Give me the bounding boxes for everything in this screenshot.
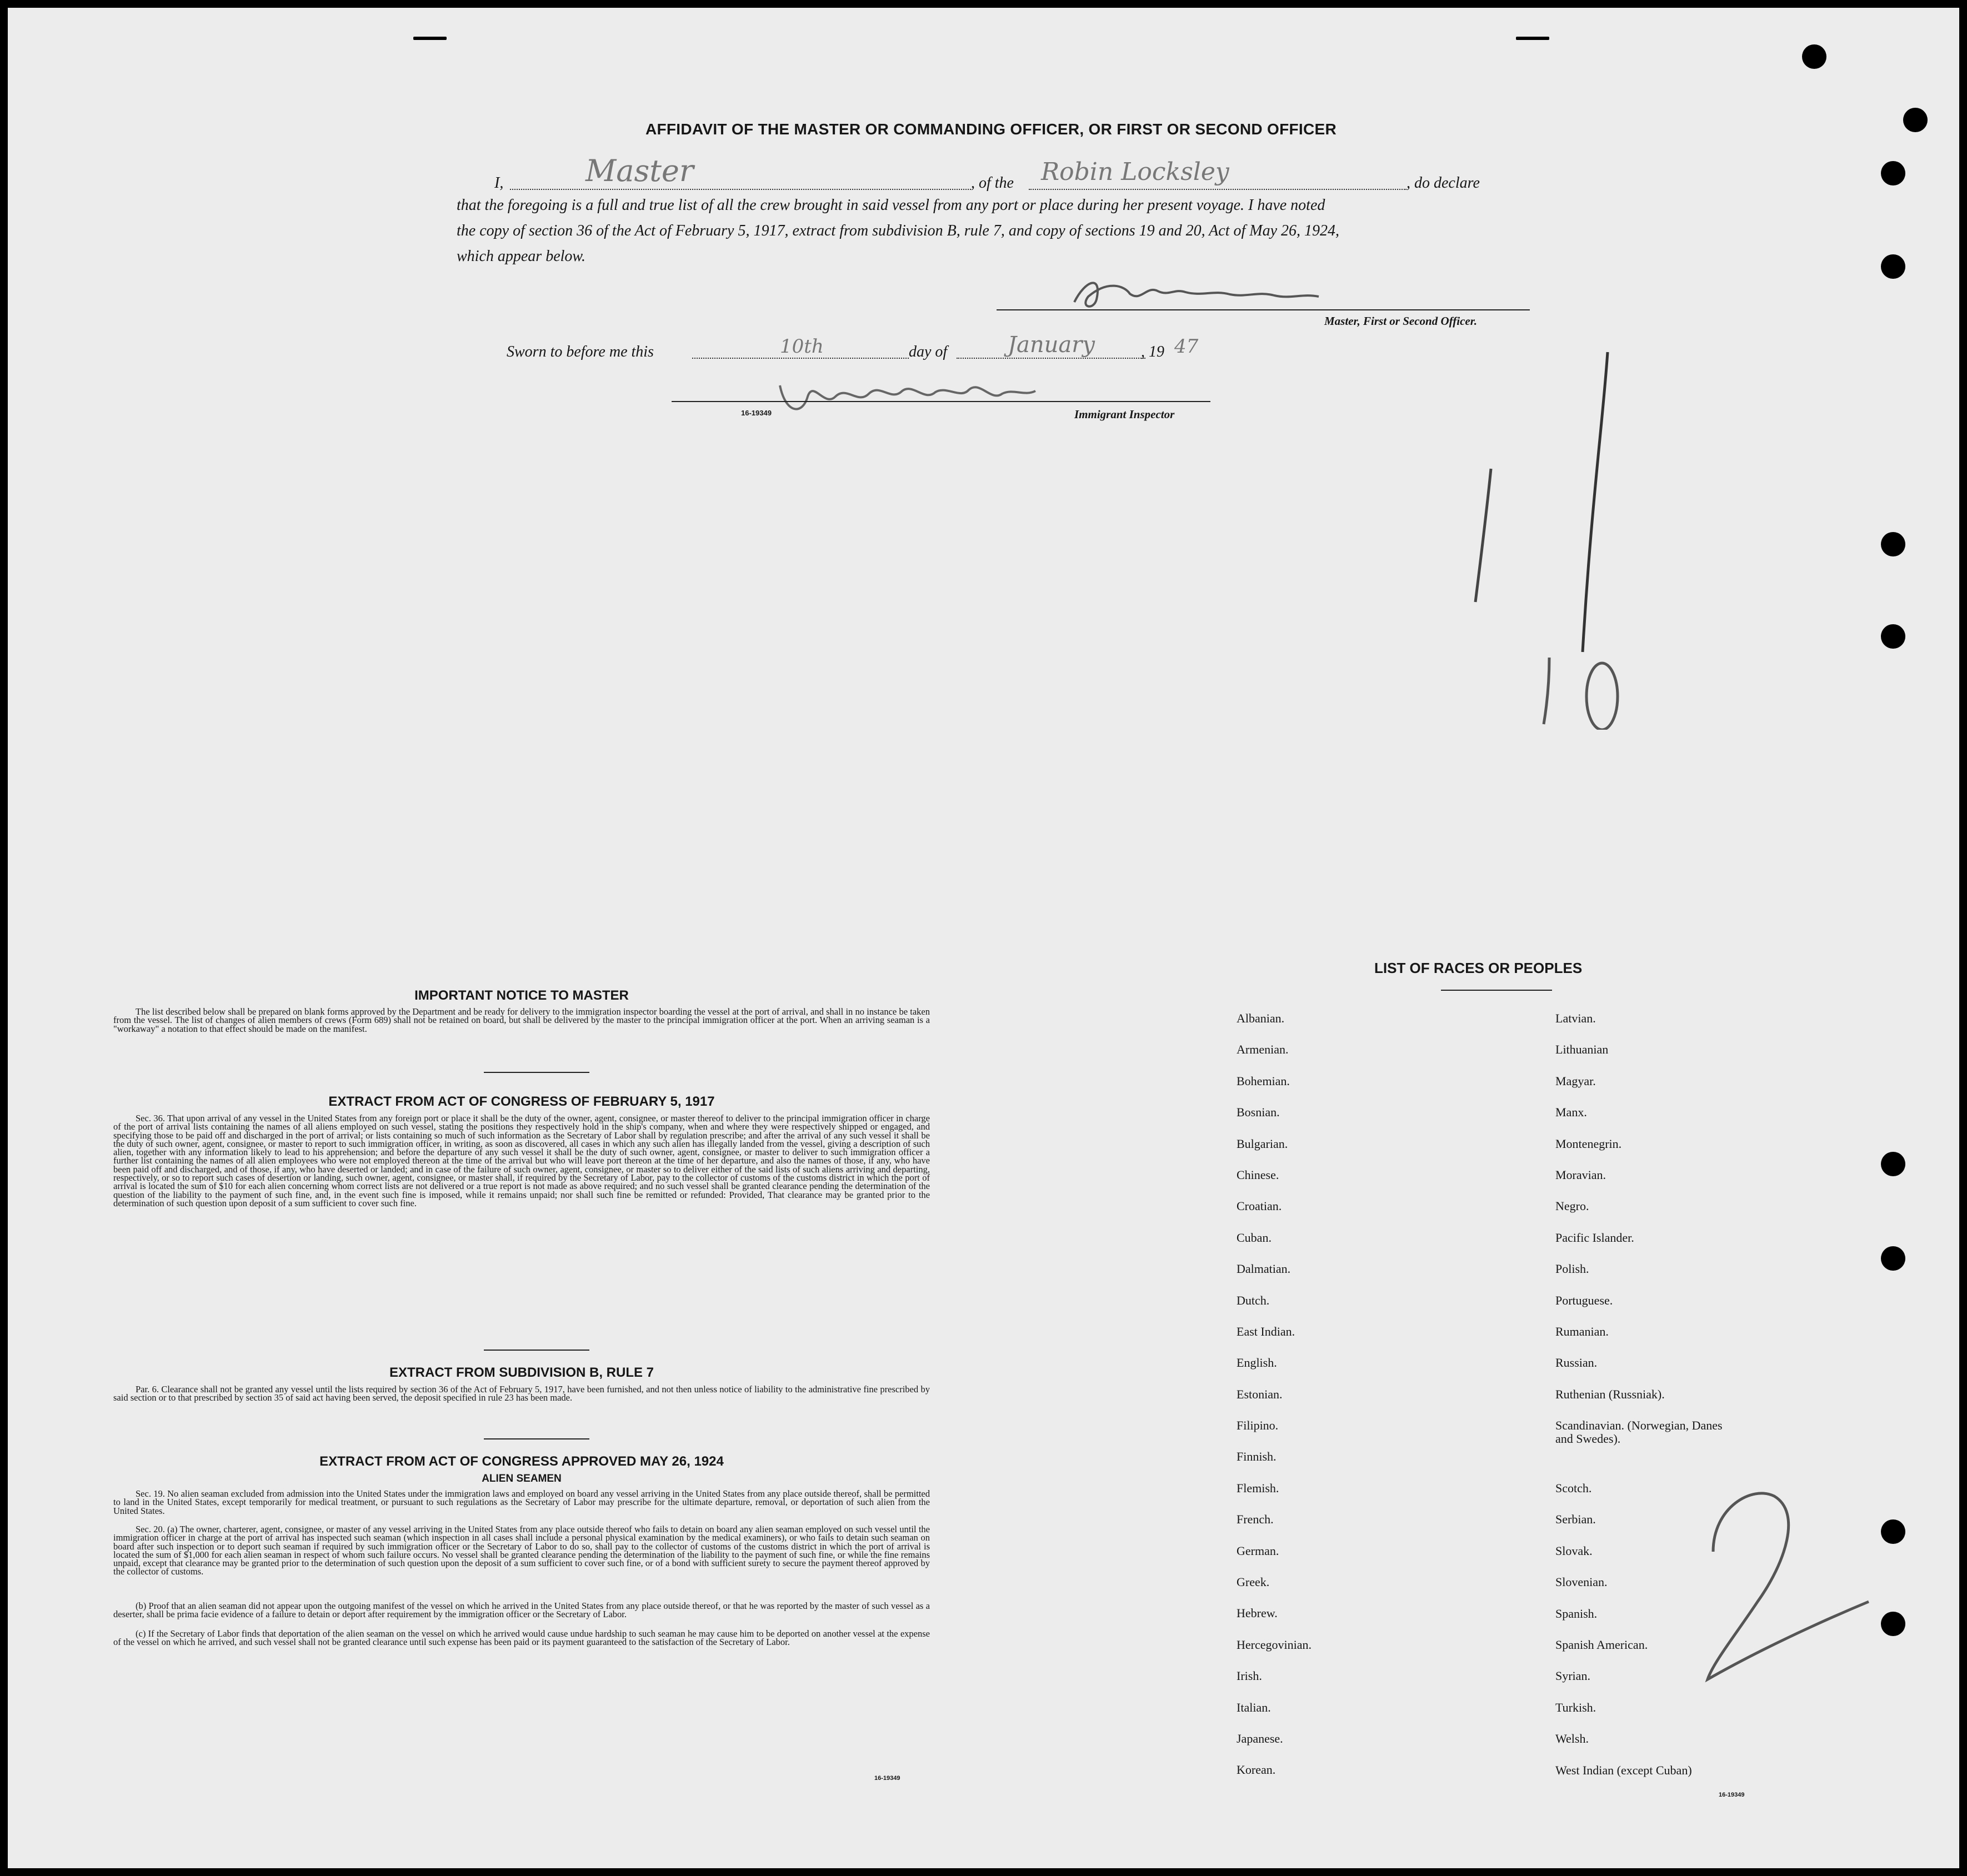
handwritten-month: January (1008, 332, 1095, 358)
race-item: Estonian. (1237, 1387, 1283, 1401)
race-item: Ruthenian (Russniak). (1555, 1387, 1665, 1401)
inspector-label: Immigrant Inspector (1074, 408, 1175, 421)
affidavit-title: AFFIDAVIT OF THE MASTER OR COMMANDING OFFICER, OR FIRST OR SECOND OFFICER (645, 121, 1337, 138)
race-item: Polish. (1555, 1262, 1589, 1276)
extract-rule7-text: Par. 6. Clearance shall not be granted any vessel until the lists required by section 36 of the Act of February 5, 1917, have been furnished, and not then unless notice of liability to the administrative fine prescribed by said section or to that prescribed by section 35 of said act having been served, the deposit specified in rule 23 has been made. (113, 1384, 930, 1403)
handwritten-fraction-annotation (1441, 341, 1752, 730)
race-item: Greek. (1237, 1575, 1270, 1589)
affidavit-line4: which appear below. (457, 248, 586, 265)
race-item: Negro. (1555, 1199, 1589, 1213)
race-item: Bulgarian. (1237, 1136, 1288, 1151)
scan-speck (413, 37, 447, 40)
races-right-column (1555, 1012, 1789, 1795)
extract-1924-sec19: Sec. 19. No alien seaman excluded from admission into the United States under the immigration laws and employed on board any vessel arriving in the United States from any place outside thereof, shall be permitted to land in the United States, except temporarily for medical treatment, or pursuant to such regulations as the Secretary of Labor may prescribe for the ultimate departure, removal, or deportation of such alien from the United States. (113, 1488, 930, 1516)
race-item: Lithuanian (1555, 1042, 1609, 1057)
affidavit-line1-mid: , of the (971, 174, 1014, 192)
race-item: Bosnian. (1237, 1105, 1280, 1120)
separator (484, 1438, 589, 1439)
binder-hole (1881, 532, 1905, 556)
extract-rule7-title: EXTRACT FROM SUBDIVISION B, RULE 7 (389, 1365, 654, 1380)
race-item: French. (1237, 1512, 1274, 1527)
handwritten-year: 47 (1174, 335, 1199, 358)
fraction-text: 1 (1463, 652, 1464, 653)
race-item: Hercegovinian. (1237, 1637, 1312, 1652)
notice-title: IMPORTANT NOTICE TO MASTER (414, 988, 629, 1003)
race-item: Korean. (1237, 1763, 1276, 1777)
binder-hole (1802, 44, 1826, 69)
signature-line (997, 309, 1530, 310)
race-item: Slovak. (1555, 1543, 1593, 1558)
race-item: Filipino. (1237, 1418, 1279, 1433)
declarant-blank (510, 189, 971, 190)
race-item: Bohemian. (1237, 1074, 1290, 1088)
handwritten-vessel: Robin Locksley (1041, 158, 1229, 186)
separator (484, 1350, 589, 1351)
extract-1924-sec20b: (b) Proof that an alien seaman did not appear upon the outgoing manifest of the vessel on which he arrived in the United States from any place outside thereof, or that he was reported by the master of such vessel as a deserter, shall be prima facie evidence of a failure to detain or deport after requirement by the immigration officer or the Secretary of Labor. (113, 1601, 930, 1620)
sworn-prefix: Sworn to before me this (507, 343, 654, 360)
master-signature (1063, 269, 1374, 319)
extract-1924-title: EXTRACT FROM ACT OF CONGRESS APPROVED MAY 26, 1924 (319, 1454, 724, 1469)
race-item: Hebrew. (1237, 1606, 1278, 1621)
race-item: Albanian. (1237, 1011, 1285, 1025)
races-title: LIST OF RACES OR PEOPLES (1374, 960, 1583, 976)
handwritten-declarant: Master (585, 153, 694, 188)
race-item: Rumanian. (1555, 1324, 1609, 1338)
sworn-year-label: , 19 (1141, 343, 1164, 360)
race-item: Finnish. (1237, 1449, 1277, 1464)
extract-1924-subtitle: ALIEN SEAMEN (482, 1473, 562, 1484)
binder-hole (1881, 1246, 1905, 1271)
races-left-column (1237, 1012, 1470, 1795)
binder-hole (1881, 624, 1905, 649)
extract-form-number: 16-19349 (874, 1775, 900, 1782)
race-item: Dutch. (1237, 1293, 1270, 1307)
race-item: Slovenian. (1555, 1575, 1608, 1589)
race-item: Welsh. (1555, 1732, 1589, 1746)
handwritten-day: 10th (780, 335, 824, 358)
notice-text: The list described below shall be prepared on blank forms approved by the Department and be ready for delivery to the immigration inspector boarding the vessel at the port of arrival, and shall in no instance be taken from the vessel. The list of changes of alien members of crews (Form 689) shall not be retained on board, but shall be delivered by the master to the principal immigration officer at the port. When an arriving seaman is a "workaway" a notation to that effect should be made on the manifest. (113, 1006, 930, 1034)
document-page (8, 8, 1959, 1868)
race-item: Italian. (1237, 1700, 1271, 1714)
extract-1924-sec20c: (c) If the Secretary of Labor finds that deportation of the alien seaman on the vessel on which he arrived would cause undue hardship to such seaman he may cause him to be deported on another vessel at the expense of the vessel on which he arrived, and such vessel shall not be granted clearance until such expense has been paid or its payment guaranteed to the satisfaction of the Secretary of Labor. (113, 1628, 930, 1648)
race-item: Scandinavian. (Norwegian, Danes and Swedes). (1555, 1418, 1723, 1446)
affidavit-form-number: 16-19349 (741, 409, 772, 417)
race-item: Serbian. (1555, 1512, 1596, 1527)
race-item: Spanish American. (1555, 1638, 1648, 1652)
race-item: Dalmatian. (1237, 1262, 1291, 1276)
races-form-number: 16-19349 (1719, 1792, 1745, 1798)
month-blank (957, 358, 1145, 359)
signature-label: Master, First or Second Officer. (1324, 314, 1477, 328)
separator (484, 1072, 589, 1073)
binder-hole (1881, 1152, 1905, 1176)
race-item: German. (1237, 1543, 1279, 1558)
sworn-day-label: day of (909, 343, 948, 360)
race-item: West Indian (except Cuban) (1555, 1763, 1692, 1777)
race-item: Flemish. (1237, 1481, 1279, 1495)
race-item: Croatian. (1237, 1199, 1282, 1213)
race-item: East Indian. (1237, 1324, 1295, 1338)
race-item: English. (1237, 1356, 1277, 1370)
race-item: Moravian. (1555, 1167, 1606, 1182)
affidavit-line1-prefix: I, (494, 174, 504, 192)
race-item: Montenegrin. (1555, 1136, 1622, 1151)
affidavit-line3: the copy of section 36 of the Act of February 5, 1917, extract from subdivision B, rule 7, and copy of sections 19 and 20, Act of May 26, 1924, (457, 222, 1340, 239)
race-item: Irish. (1237, 1669, 1262, 1683)
day-blank (692, 358, 909, 359)
vessel-blank (1029, 189, 1407, 190)
race-item: Pacific Islander. (1555, 1230, 1634, 1245)
race-item: Latvian. (1555, 1011, 1596, 1025)
races-title-underline (1441, 990, 1552, 991)
binder-hole (1881, 161, 1905, 185)
race-item: Manx. (1555, 1105, 1587, 1120)
extract-1917-title: EXTRACT FROM ACT OF CONGRESS OF FEBRUARY 5, 1917 (328, 1094, 715, 1109)
race-item: Spanish. (1555, 1606, 1598, 1621)
race-item: Japanese. (1237, 1731, 1283, 1745)
inspector-line (672, 401, 1210, 402)
binder-hole (1881, 254, 1905, 279)
race-item: Cuban. (1237, 1230, 1272, 1245)
inspector-signature (769, 363, 1058, 424)
race-item: Armenian. (1237, 1042, 1289, 1057)
race-item: Turkish. (1555, 1700, 1596, 1714)
scan-speck (1516, 37, 1549, 40)
binder-hole (1903, 108, 1928, 132)
affidavit-line2: that the foregoing is a full and true list of all the crew brought in said vessel from any port or place during her present voyage. I have noted (457, 197, 1325, 214)
race-item: Chinese. (1237, 1167, 1279, 1182)
race-item: Magyar. (1555, 1074, 1596, 1088)
extract-1924-sec20a: Sec. 20. (a) The owner, charterer, agent, consignee, or master of any vessel arriving in the United States from any place outside thereof who fails to detain on board any alien seaman employed on such vessel until the immigration officer in charge at the port of arrival has inspected such seaman (which inspection in all cases shall include a personal physical examination by the medical examiners), or who fails to detain such seaman on board after such inspection or to deport such seaman if required by such immigration officer or the Secretary of Labor to do so, shall pay to the collector of customs of the customs district in which the port of arrival is located the sum of $1,000 for each alien seaman in respect of whom such failure occurs. No vessel shall be granted clearance pending the determination of the liability to the payment of such fine, or while the fine remains unpaid, except that clearance may be granted prior to the determination of such question upon the deposit of a sum sufficient to cover such fine, or of a bond with sufficient surety to secure the payment thereof approved by the collector of customs. (113, 1524, 930, 1577)
race-item: Syrian. (1555, 1669, 1590, 1683)
race-item: Russian. (1555, 1356, 1598, 1370)
race-item: Portuguese. (1555, 1293, 1613, 1307)
race-item: Scotch. (1555, 1481, 1592, 1496)
extract-1917-text: Sec. 36. That upon arrival of any vessel in the United States from any foreign port or place it shall be the duty of the owner, agent, consignee, or master thereof to deliver to the principal immigration officer in charge of the port of arrival lists containing the names of all aliens employed on such vessel, stating the positions they respectively hold in the ship's company, when and where they were respectively shipped or engaged, and specifying those to be paid off and discharged in the port of arrival; or lists containing so much of such information as the Secretary of Labor shall by regulation prescribe; and after the arrival of any such vessel it shall be the duty of such owner, agent, consignee, or master to report to such immigration officer, in writing, as soon as discovered, all cases in which any such alien has illegally landed from the vessel, giving a description of such alien, together with any information likely to lead to his apprehension; and before the departure of any such vessel it shall be the duty of such owner, agent, consignee, or master to deliver to such immigration officer a further list containing the names of all alien employees who were not employed thereon at the time of the arrival but who will leave port thereon at the time of her departure, and also the names of those, if any, who have been paid off and discharged, and of those, if any, who have deserted or landed; and in case of the failure of such owner, agent, consignee, or master so to deliver either of the said lists of such aliens arriving and departing, respectively, or so to report such cases of desertion or landing, such owner, agent, consignee, or master shall, if required by the Secretary of Labor, pay to the collector of customs of the customs district in which the port of arrival is located the sum of $10 for each alien concerning whom correct lists are not delivered or a true report is not made as above required; and no such vessel shall be granted clearance pending the determination of the question of the liability to the payment of such fine, and, in the event such fine is imposed, while it remains unpaid; nor shall such fine be remitted or refunded: Provided, That clearance may be granted prior to the determination of such question upon deposit of a sum sufficient to cover such fine. (113, 1113, 930, 1208)
affidavit-line1-suffix: , do declare (1407, 174, 1480, 192)
